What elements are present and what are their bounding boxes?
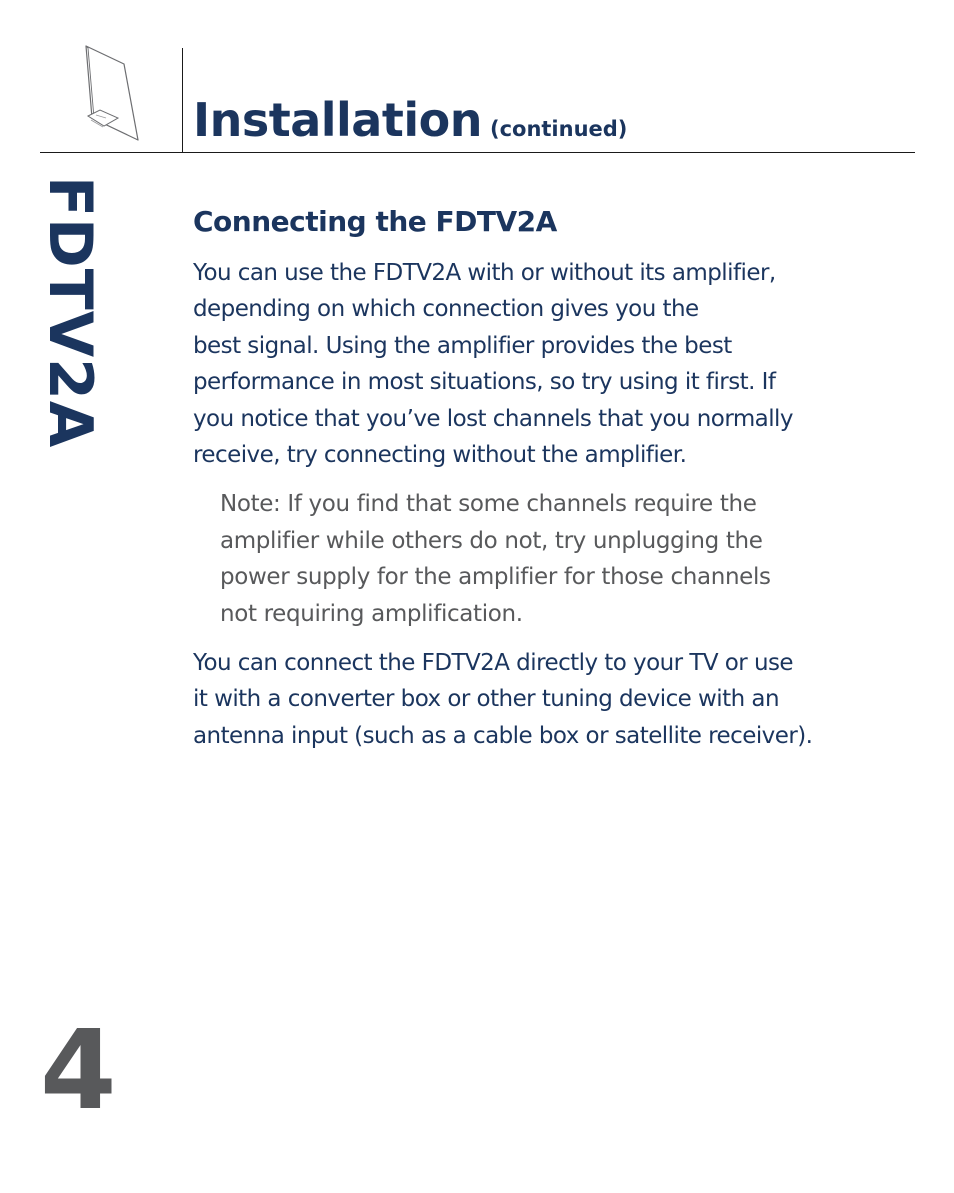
note-line: power supply for the amplifier for those channels <box>220 564 771 591</box>
paragraph-line: you notice that you’ve lost channels that you normally <box>193 405 793 432</box>
product-side-label: FDTV2A <box>35 176 105 449</box>
connection-paragraph <box>193 645 812 754</box>
note-line: amplifier while others do not, try unplugging the <box>220 527 763 554</box>
paragraph-line: receive, try connecting without the amplifier. <box>193 442 687 469</box>
paragraph-line: antenna input (such as a cable box or satellite receiver). <box>193 722 813 749</box>
paragraph-line: performance in most situations, so try using it first. If <box>193 369 776 396</box>
page-title-text: Installation <box>193 93 482 147</box>
note-line: Note: If you find that some channels require the <box>220 491 757 517</box>
antenna-icon <box>78 44 144 142</box>
paragraph-line: best signal. Using the amplifier provides the best <box>193 332 732 359</box>
paragraph-line: You can connect the FDTV2A directly to your TV or use <box>193 650 794 676</box>
page-number: 4 <box>40 1006 117 1134</box>
note-line: not requiring amplification. <box>220 600 523 627</box>
intro-paragraph <box>193 255 793 473</box>
section-heading: Connecting the FDTV2A <box>193 205 557 238</box>
page-title <box>193 90 627 159</box>
paragraph-line: it with a converter box or other tuning device with an <box>193 686 779 713</box>
page-title-suffix: (continued) <box>489 117 628 141</box>
paragraph-line: depending on which connection gives you the <box>193 296 699 323</box>
header-divider <box>182 48 183 153</box>
note-paragraph <box>220 486 771 632</box>
paragraph-line: You can use the FDTV2A with or without its amplifier, <box>193 260 776 286</box>
